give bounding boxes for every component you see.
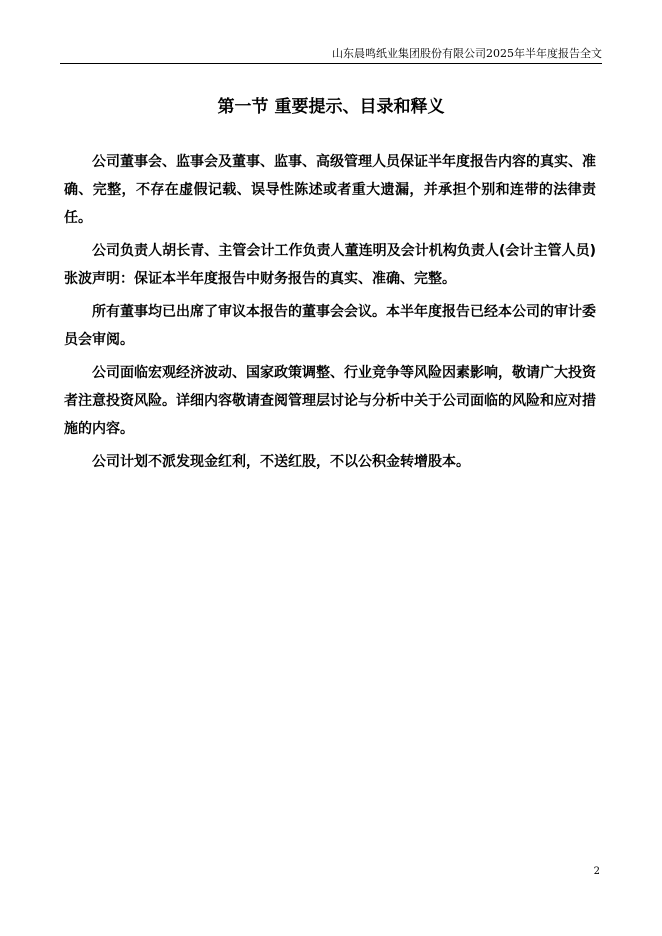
paragraph-board-attendance: 所有董事均已出席了审议本报告的董事会会议。本半年度报告已经本公司的审计委员会审阅。 <box>64 304 596 348</box>
section-title: 第一节 重要提示、目录和释义 <box>217 97 445 117</box>
paragraph-responsible-persons: 公司负责人胡长青、主管会计工作负责人董连明及会计机构负责人(会计主管人员)张波声明：保证本半年度报告中财务报告的真实、准确、完整。 <box>64 243 596 287</box>
paragraph-accuracy-statement: 公司董事会、监事会及董事、监事、高级管理人员保证半年度报告内容的真实、准确、完整，不存在虚假记载、误导性陈述或者重大遗漏，并承担个别和连带的法律责任。 <box>64 154 596 226</box>
document-body <box>64 148 596 481</box>
page-header <box>60 45 602 64</box>
paragraph-dividend-plan: 公司计划不派发现金红利，不送红股，不以公积金转增股本。 <box>92 454 470 470</box>
paragraph-risk-warning: 公司面临宏观经济波动、国家政策调整、行业竞争等风险因素影响，敬请广大投资者注意投资风险。详细内容敬请查阅管理层讨论与分析中关于公司面临的风险和应对措施的内容。 <box>64 365 596 437</box>
page-header-title: 山东晨鸣纸业集团股份有限公司2025年半年度报告全文 <box>332 47 602 60</box>
page-number: 2 <box>593 866 600 877</box>
